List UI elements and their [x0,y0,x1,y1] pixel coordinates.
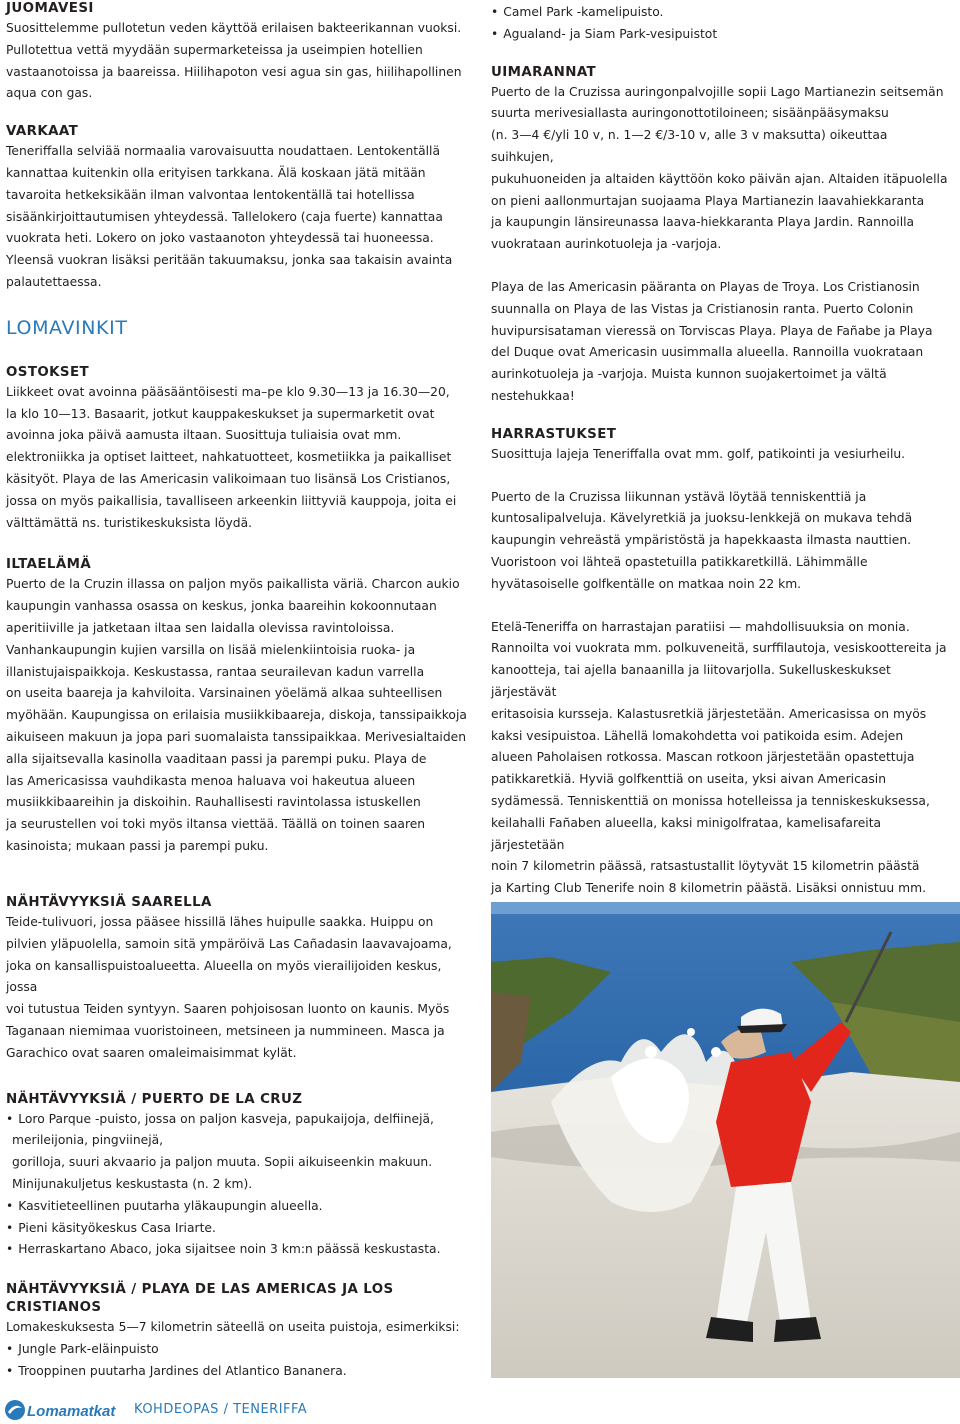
harrastukset-text-2 [491,487,953,596]
text-line: kaupungin vanhassa osassa on keskus, jonka baareihin kokoonnutaan [6,599,437,614]
text-line: alueen Paholaisen rotkossa. Mascan rotkoon järjestetään opastettuja [491,750,915,765]
text-line: musiikkibaareihin ja diskoihin. Rauhallisesti ravintolassa istuskellen [6,795,421,810]
juomavesi-heading: JUOMAVESI [6,1,94,16]
text-line: kaupungin vehreästä ympäristöstä ja hapekkaasta ilmasta nauttien. [491,533,912,548]
nahtavyyksia-playa-heading [6,1281,474,1317]
text-line: Playa de las Americasin pääranta on Playas de Troya. Los Cristianosin [491,279,920,294]
text-line: pukuhuoneiden ja altaiden käyttöön koko päivän ajan. Altaiden itäpuolella [491,171,948,186]
nahtavyyksia-saarella-heading: NÄHTÄVYYKSIÄ SAARELLA [6,895,212,910]
saarella-text [6,912,474,1065]
text-line: kasinoista; mukaan passi ja parempi puku. [6,838,269,853]
text-line: keilahalli Fañaben alueella, kaksi minigolfrataa, kamelisafareita järjestetään [491,815,882,852]
text-line: noin 7 kilometrin päässä, ratsastustallit löytyvät 15 kilometrin päästä [491,859,920,874]
page-footer [0,1394,960,1424]
parks-list [491,2,953,46]
text-line: patikkaretkiä. Hyviä golfkenttiä on useita, yksi aivan Americasin [491,772,887,787]
list-item: • Agualand- ja Siam Park-vesipuistot [491,24,953,46]
heading-line: NÄHTÄVYYKSIÄ / PLAYA DE LAS AMERICAS JA LOS [6,1282,394,1298]
text-line: Puerto de la Cruzissa liikunnan ystävä löytää tenniskenttiä ja [491,489,867,504]
text-line: Teide-tulivuori, jossa pääsee hissillä lähes huipulle saakka. Huippu on [6,915,434,929]
text-line: Puerto de la Cruzissa auringonpalvojille sopii Lago Martianezin seitsemän [491,84,944,99]
footer-guide-label: KOHDEOPAS / TENERIFFA [134,1402,308,1417]
text-line: Puerto de la Cruzin illassa on paljon myös paikallista väriä. Charcon aukio [6,577,460,592]
ostokset-heading: OSTOKSET [6,364,90,380]
text-line: ja Karting Club Tenerife noin 8 kilometrin päästä. Lisäksi onnistuu mm. [491,881,927,896]
text-line: ja seurustellen voi toki myös iltansa viettää. Täällä on toinen saaren [6,817,426,832]
text-line: tavaroita hetkeksikään ilman valvontaa lentokentällä tai hotellissa [6,187,415,202]
text-line: Yleensä vuokran lisäksi peritään takuumaksu, jonka saa takaisin avainta [6,253,453,268]
text-line: aurinkotuoleja ja -varjoja. Muista kunnon suojakertoimet ja vältä [491,367,887,382]
text-line: nestehukkaa! [491,388,575,403]
text-line: alla sijaitsevalla kasinolla vaaditaan passi ja parempi puku. Playa de [6,751,427,766]
juomavesi-text [6,18,474,105]
ostokset-text [6,382,474,535]
right-column [491,2,953,922]
text-line: Rannoilta voi vuokrata mm. polkuveneitä, surffilautoja, vesiskoottereita ja [491,641,947,656]
list-item: merileijonia, pingviinejä, [12,1133,164,1148]
lomamatkat-logo [4,1398,118,1422]
iltaelama-heading: ILTAELÄMÄ [6,557,92,573]
list-item: • Loro Parque -puisto, jossa on paljon kasveja, papukaijoja, delfiinejä, [6,1109,474,1131]
text-line: del Duque ovat Americasin uusimmalla alueella. Rannoilla vuokrataan [491,345,924,360]
text-line: aikuiseen makuun ja jopa pari suomalaista tanssipaikkaa. Merivesialtaiden [6,729,466,744]
text-line: aqua con gas. [6,86,93,101]
harrastukset-text-3 [491,617,953,922]
text-line: Taganaan niemimaa vuoristoineen, metsineen ja nummineen. Masca ja [6,1023,445,1038]
harrastukset-heading: HARRASTUKSET [491,426,617,442]
playa-list [6,1339,474,1383]
text-line: huvipursisataman vieressä on Torviscas Playa. Playa de Fañabe ja Playa [491,323,933,338]
varkaat-text [6,141,474,294]
text-line: suunnalla on Playa de las Vistas ja Cristianosin ranta. Puerto Colonin [491,301,914,316]
text-line: Garachico ovat saaren omaleimaisimmat kylät. [6,1045,297,1060]
text-line: aperitiiville ja jatketaan iltaa sen laidalla olevissa ravintoloissa. [6,620,395,635]
text-line: sisäänkirjoittautumisen yhteydessä. Tallelokero (caja fuerte) kannattaa [6,209,443,224]
svg-text:Lomamatkat: Lomamatkat [27,1403,116,1420]
text-line: pilvien yläpuolella, samoin sitä ympäröivä Las Cañadasin laavavajoama, [6,936,452,951]
list-item: • Camel Park -kamelipuisto. [491,2,953,24]
text-line: elektroniikka ja optiset laitteet, nahkatuotteet, kosmetiikka ja paikalliset [6,450,452,465]
text-line: vuokrata heti. Lokero on joko vastaanoton yhteydessä tai huoneessa. [6,231,434,246]
nahtavyyksia-puerto-heading: NÄHTÄVYYKSIÄ / PUERTO DE LA CRUZ [6,1091,303,1107]
harrastukset-text-1: Suosittuja lajeja Teneriffalla ovat mm. golf, patikointi ja vesiurheilu. [491,446,906,461]
text-line: Liikkeet ovat avoinna pääsääntöisesti ma–pe klo 9.30—13 ja 16.30—20, [6,384,450,399]
uimarannat-text-1 [491,82,953,256]
list-item: • Herraskartano Abaco, joka sijaitsee noin 3 km:n päässä keskustasta. [6,1239,474,1261]
text-line: hyvätasoiselle golfkentälle on matkaa noin 22 km. [491,576,802,591]
lomavinkit-heading: LOMAVINKIT [6,316,128,339]
text-line: suurta merivesiallasta auringonottotiloineen; sisäänpääsymaksu [491,106,889,121]
text-line: ja kaupungin länsireunassa laava-hiekkaranta Playa Jardin. Rannoilla [491,215,915,230]
text-line: Pullotettua vettä myydään supermarketeissa ja useimpien hotellien [6,42,423,57]
text-line: kanootteja, tai ajella banaanilla ja liitovarjolla. Sukelluskeskukset järjestävät [491,663,891,699]
list-item: gorilloja, suuri akvaario ja paljon muuta. Sopii aikuiseenkin makuun. [12,1155,433,1170]
bottom-left-column [6,894,474,1383]
varkaat-heading: VARKAAT [6,124,79,140]
text-line: joka on kansallispuistoalueetta. Alueella on myös vierailijoiden keskus, jossa [6,958,442,995]
list-item: • Kasvitieteellinen puutarha yläkaupungin alueella. [6,1196,474,1218]
iltaelama-text [6,574,474,857]
text-line: Teneriffalla selviää normaalia varovaisuutta noudattaen. Lentokentällä [6,144,440,159]
text-line: jossa on myös paikallisia, tavalliseen arkeenkin liittyviä kauppoja, joita ei [6,493,457,508]
text-line: illanistujaispaikkoja. Keskustassa, rantaa seurailevan kadun varrella [6,664,425,679]
text-line: on pieni aallonmurtajan suojaama Playa Martianezin laavahiekkaranta [491,193,925,208]
left-column [6,0,474,858]
text-line: Etelä-Teneriffa on harrastajan paratiisi — mahdollisuuksia on monia. [491,619,910,634]
uimarannat-heading: UIMARANNAT [491,64,597,80]
text-line: on useita baareja ja kahviloita. Varsinainen yöelämä alkaa suhteellisen [6,686,443,701]
text-line: sydämessä. Tenniskenttiä on monissa hotelleissa ja tenniskeskuksessa, [491,793,930,808]
list-item: Minijunakuljetus keskustasta (n. 2 km). [12,1176,253,1191]
text-line: las Americasissa vauhdikasta menoa haluava voi hakeutua alueen [6,773,416,788]
text-line: voi tutustua Teiden syntyyn. Saaren pohjoisosan luonto on kaunis. Myös [6,1002,450,1017]
text-line: käsityöt. Playa de las Americasin valikoimaan tuo lisänsä Los Cristianos, [6,471,451,486]
text-line: Vanhankaupungin kujien varsilla on lisää mielenkiintoisia ruoka- ja [6,642,416,657]
text-line: palautettaessa. [6,274,102,289]
puerto-list [6,1109,474,1262]
text-line: vuokrataan aurinkotuoleja ja -varjoja. [491,237,722,252]
text-line: (n. 3—4 €/yli 10 v, n. 1—2 €/3-10 v, alle 3 v maksutta) oikeuttaa suihkujen, [491,128,888,164]
list-item: • Jungle Park-eläinpuisto [6,1339,474,1361]
text-line: kannattaa kuitenkin olla erityisen tarkkana. Älä koskaan jätä mitään [6,165,426,180]
text-line: myöhään. Kaupungissa on erilaisia musiikkibaareja, diskoja, tanssipaikkoja [6,708,467,723]
list-item: • Pieni käsityökeskus Casa Iriarte. [6,1218,474,1240]
list-item: • Trooppinen puutarha Jardines del Atlantico Bananera. [6,1361,474,1383]
uimarannat-text-2 [491,277,953,408]
text-line: kaksi vesipuistoa. Lähellä lomakohdetta voi patikoida esim. Adejen [491,728,904,743]
text-line: välttämättä ns. turistikeskuksista löydä. [6,515,253,530]
text-line: Vuoristoon voi lähteä opastetuilla patikkaretkillä. Lähimmälle [491,554,868,569]
text-line: la klo 10—13. Basaarit, jotkut kauppakeskukset ja supermarketit ovat [6,406,435,421]
text-line: eritasoisia kursseja. Kalastusretkiä järjestetään. Americasissa on myös [491,706,927,721]
text-line: avoinna joka päivä aamusta iltaan. Suosittuja tuliaisia ovat mm. [6,428,402,443]
playa-intro: Lomakeskuksesta 5—7 kilometrin säteellä on useita puistoja, esimerkiksi: [6,1320,460,1335]
text-line: Suosittelemme pullotetun veden käyttöä erilaisen bakteerikannan vuoksi. [6,21,462,35]
text-line: vastaanotoissa ja baareissa. Hiilihapoton vesi agua sin gas, hiilihapollinen [6,64,462,79]
golfer-bunker-photo [491,902,960,1378]
heading-line: CRISTIANOS [6,1300,102,1316]
text-line: kuntosalipalveluja. Kävelyretkiä ja juoksu-lenkkejä on mukava tehdä [491,511,913,526]
